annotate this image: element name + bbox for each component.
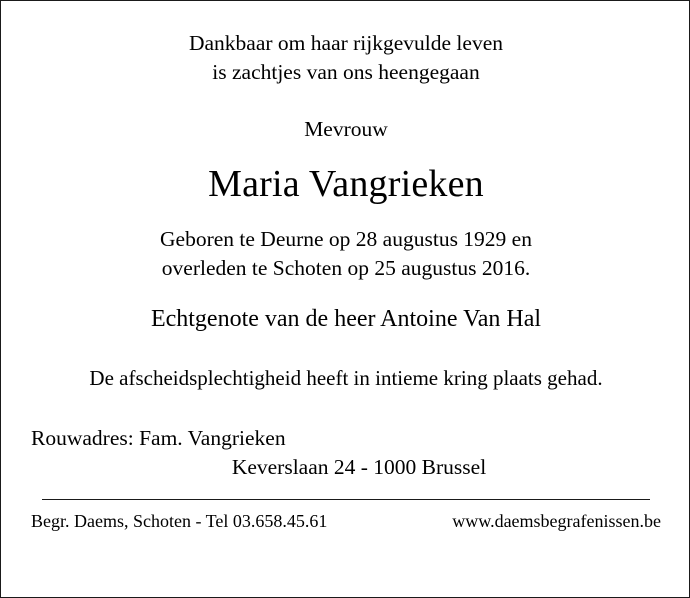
funeral-home-website[interactable]: www.daemsbegrafenissen.be <box>452 511 661 532</box>
intro-line-1: Dankbaar om haar rijkgevulde leven <box>188 31 503 55</box>
intro-text <box>23 29 669 87</box>
birth-line: Geboren te Deurne op 28 augustus 1929 en <box>160 227 532 252</box>
divider <box>42 499 650 500</box>
funeral-home-contact: Begr. Daems, Schoten - Tel 03.658.45.61 <box>31 511 328 532</box>
birth-death-dates <box>23 225 669 282</box>
death-line: overleden te Schoten op 25 augustus 2016. <box>161 255 531 280</box>
intro-line-2: is zachtjes van ons heengegaan <box>212 60 480 85</box>
salutation: Mevrouw <box>304 117 388 142</box>
memorial-card-content <box>1 1 690 598</box>
footer <box>23 511 669 532</box>
spouse-line: Echtgenote van de heer Antoine Van Hal <box>150 306 542 333</box>
mourning-address-line-1: Rouwadres: Fam. Vangrieken <box>31 426 286 451</box>
mourning-address-line-2: Keverslaan 24 - 1000 Brussel <box>231 455 487 480</box>
deceased-name: Maria Vangrieken <box>208 163 484 206</box>
mourning-address <box>23 424 669 482</box>
ceremony-note: De afscheidsplechtigheid heeft in intieme kring plaats gehad. <box>89 366 603 391</box>
